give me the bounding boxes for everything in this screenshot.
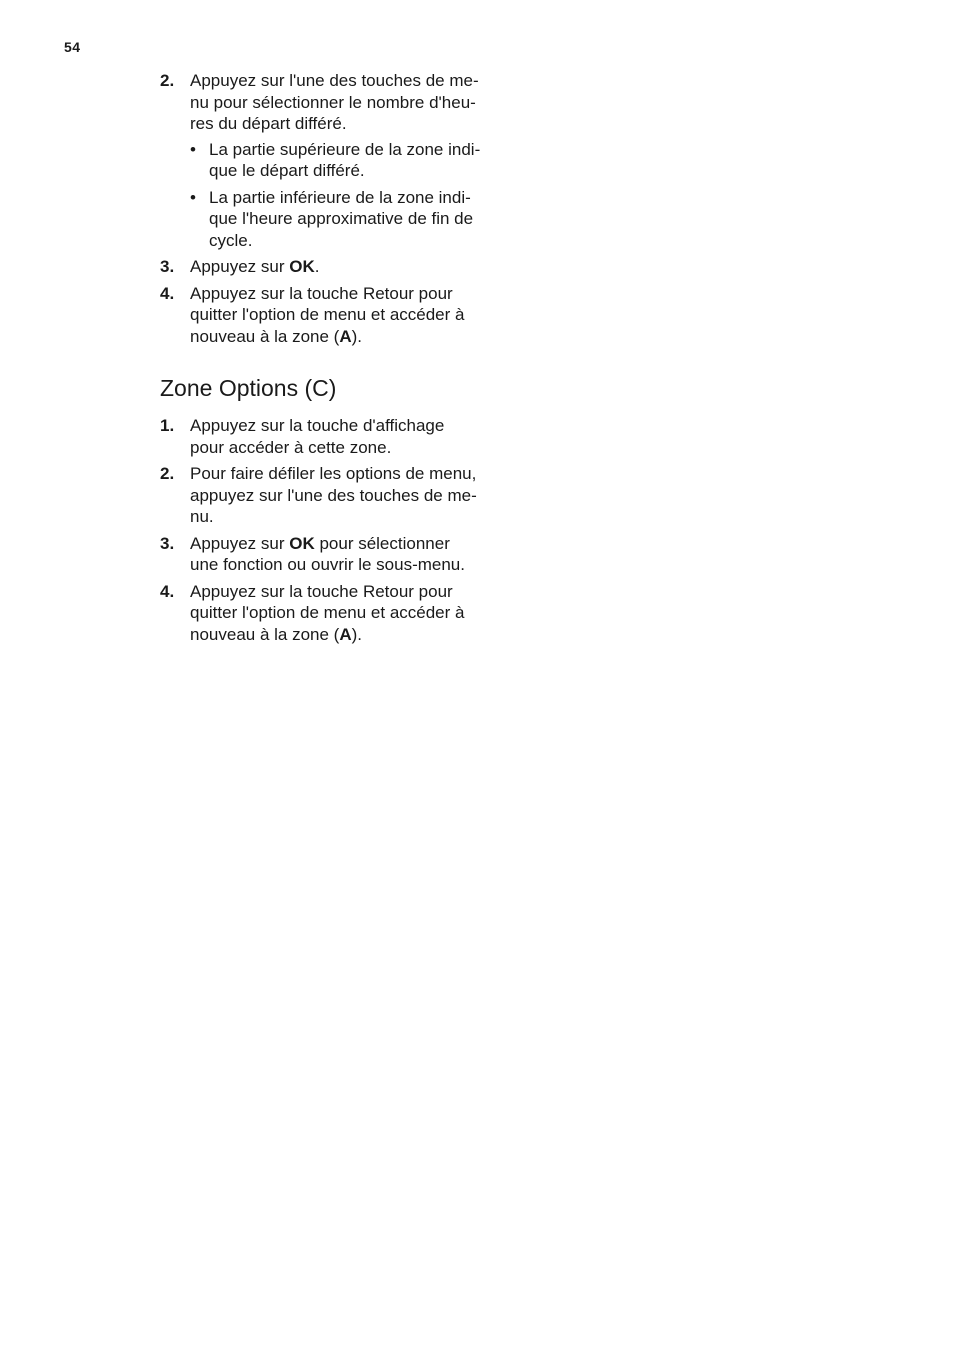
step-number: 4.: [160, 581, 175, 601]
step-number: 2.: [160, 464, 175, 483]
bullet-icon: •: [190, 187, 196, 207]
step-number: 3.: [160, 257, 175, 276]
options-step-1: [160, 415, 520, 458]
options-step-4: [160, 581, 520, 646]
step-number: 2.: [160, 71, 175, 90]
bullet-item: [190, 187, 520, 252]
options-step-2: [160, 463, 520, 528]
bullet-text: La partie inférieure de la zone indi- que l'heure approximative de fin de cycle.: [209, 187, 474, 250]
step-number: 4.: [160, 283, 175, 303]
bullet-list: [190, 139, 520, 252]
step-number: 1.: [160, 416, 175, 435]
step-number: 3.: [160, 533, 175, 553]
section-title: Zone Options (C): [160, 375, 337, 401]
step-text: Appuyez sur la touche Retour pour quitter l'option de menu et accéder à nouveau à la zone (A).: [190, 283, 465, 346]
bullet-item: [190, 139, 520, 182]
step-text: Appuyez sur la touche Retour pour quitter l'option de menu et accéder à nouveau à la zone (A).: [190, 581, 465, 644]
step-4-return: [160, 283, 520, 348]
step-text: Appuyez sur l'une des touches de me- nu pour sélectionner le nombre d'heu- res du départ différé.: [190, 71, 479, 133]
key-label: OK: [289, 533, 315, 553]
zone-label: A: [339, 326, 352, 346]
bullet-text: La partie supérieure de la zone indi- que le départ différé.: [209, 139, 481, 180]
options-step-3: [160, 533, 520, 576]
step-text: Appuyez sur la touche d'affichage pour accéder à cette zone.: [190, 416, 445, 457]
step-2-delay-hours: [160, 70, 520, 251]
step-text: Appuyez sur OK.: [190, 257, 320, 276]
bullet-icon: •: [190, 139, 196, 159]
content-column: [160, 70, 520, 650]
key-label: OK: [289, 257, 315, 276]
page-number: 54: [64, 39, 81, 55]
step-3-press-ok: [160, 256, 520, 278]
step-text: Appuyez sur OK pour sélectionner une fonction ou ouvrir le sous-menu.: [190, 533, 465, 574]
step-text: Pour faire défiler les options de menu, appuyez sur l'une des touches de me- nu.: [190, 464, 477, 526]
zone-label: A: [339, 624, 352, 644]
